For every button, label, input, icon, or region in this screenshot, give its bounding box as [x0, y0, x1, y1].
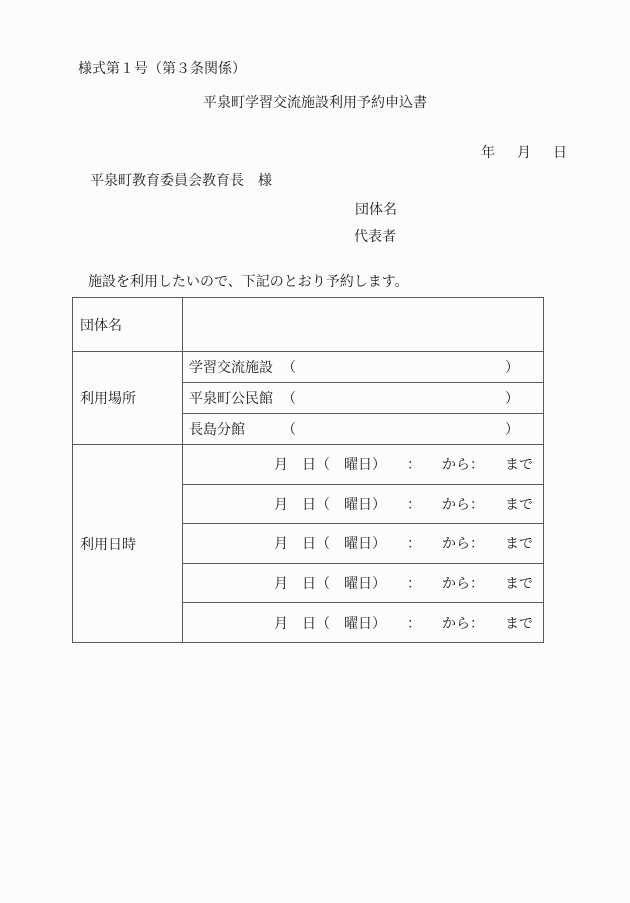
paren-open: （: [282, 392, 296, 407]
form-title: 平泉町学習交流施設利用予約申込書: [203, 96, 427, 111]
paren-open: （: [282, 361, 296, 376]
location-option-nagashima: [183, 413, 543, 444]
location-option-kominkan: [183, 382, 543, 413]
location-option-gakushu: [183, 352, 543, 382]
location-option-label: 学習交流施設: [189, 361, 273, 376]
location-header: 利用場所: [73, 352, 183, 444]
location-option-label: 平泉町公民館: [189, 392, 273, 407]
paren-close: ）: [505, 423, 519, 438]
paren-open: （: [282, 423, 296, 438]
intro-text: 施設を利用したいので、下記のとおり予約します。: [88, 275, 409, 290]
form-number: 様式第１号（第３条関係）: [78, 62, 246, 77]
addressee-line: 平泉町教育委員会教育長 様: [90, 174, 272, 189]
table-row-location: [73, 351, 543, 444]
table-row-group-name: [73, 298, 543, 351]
datetime-entry-row[interactable]: 月 日（ 曜日） ： から： まで: [274, 458, 533, 474]
sender-representative-label: 代表者: [354, 230, 396, 245]
reservation-table: [72, 297, 544, 643]
date-line: 年 月 日: [481, 146, 571, 161]
paren-close: ）: [505, 361, 519, 376]
group-name-input-cell[interactable]: [183, 298, 543, 351]
datetime-entry-row[interactable]: 月 日（ 曜日） ： から： まで: [183, 602, 543, 642]
datetime-header: 利用日時: [73, 445, 183, 642]
paren-close: ）: [505, 392, 519, 407]
group-name-header: 団体名: [73, 298, 183, 351]
datetime-entry-row[interactable]: 月 日（ 曜日） ： から： まで: [183, 523, 543, 563]
location-option-label: 長島分館: [189, 423, 245, 438]
datetime-entry-row[interactable]: 月 日（ 曜日） ： から： まで: [183, 484, 543, 524]
table-row-datetime: [73, 444, 543, 642]
datetime-entry-row[interactable]: 月 日（ 曜日） ： から： まで: [183, 563, 543, 603]
sender-group-label: 団体名: [355, 203, 397, 218]
